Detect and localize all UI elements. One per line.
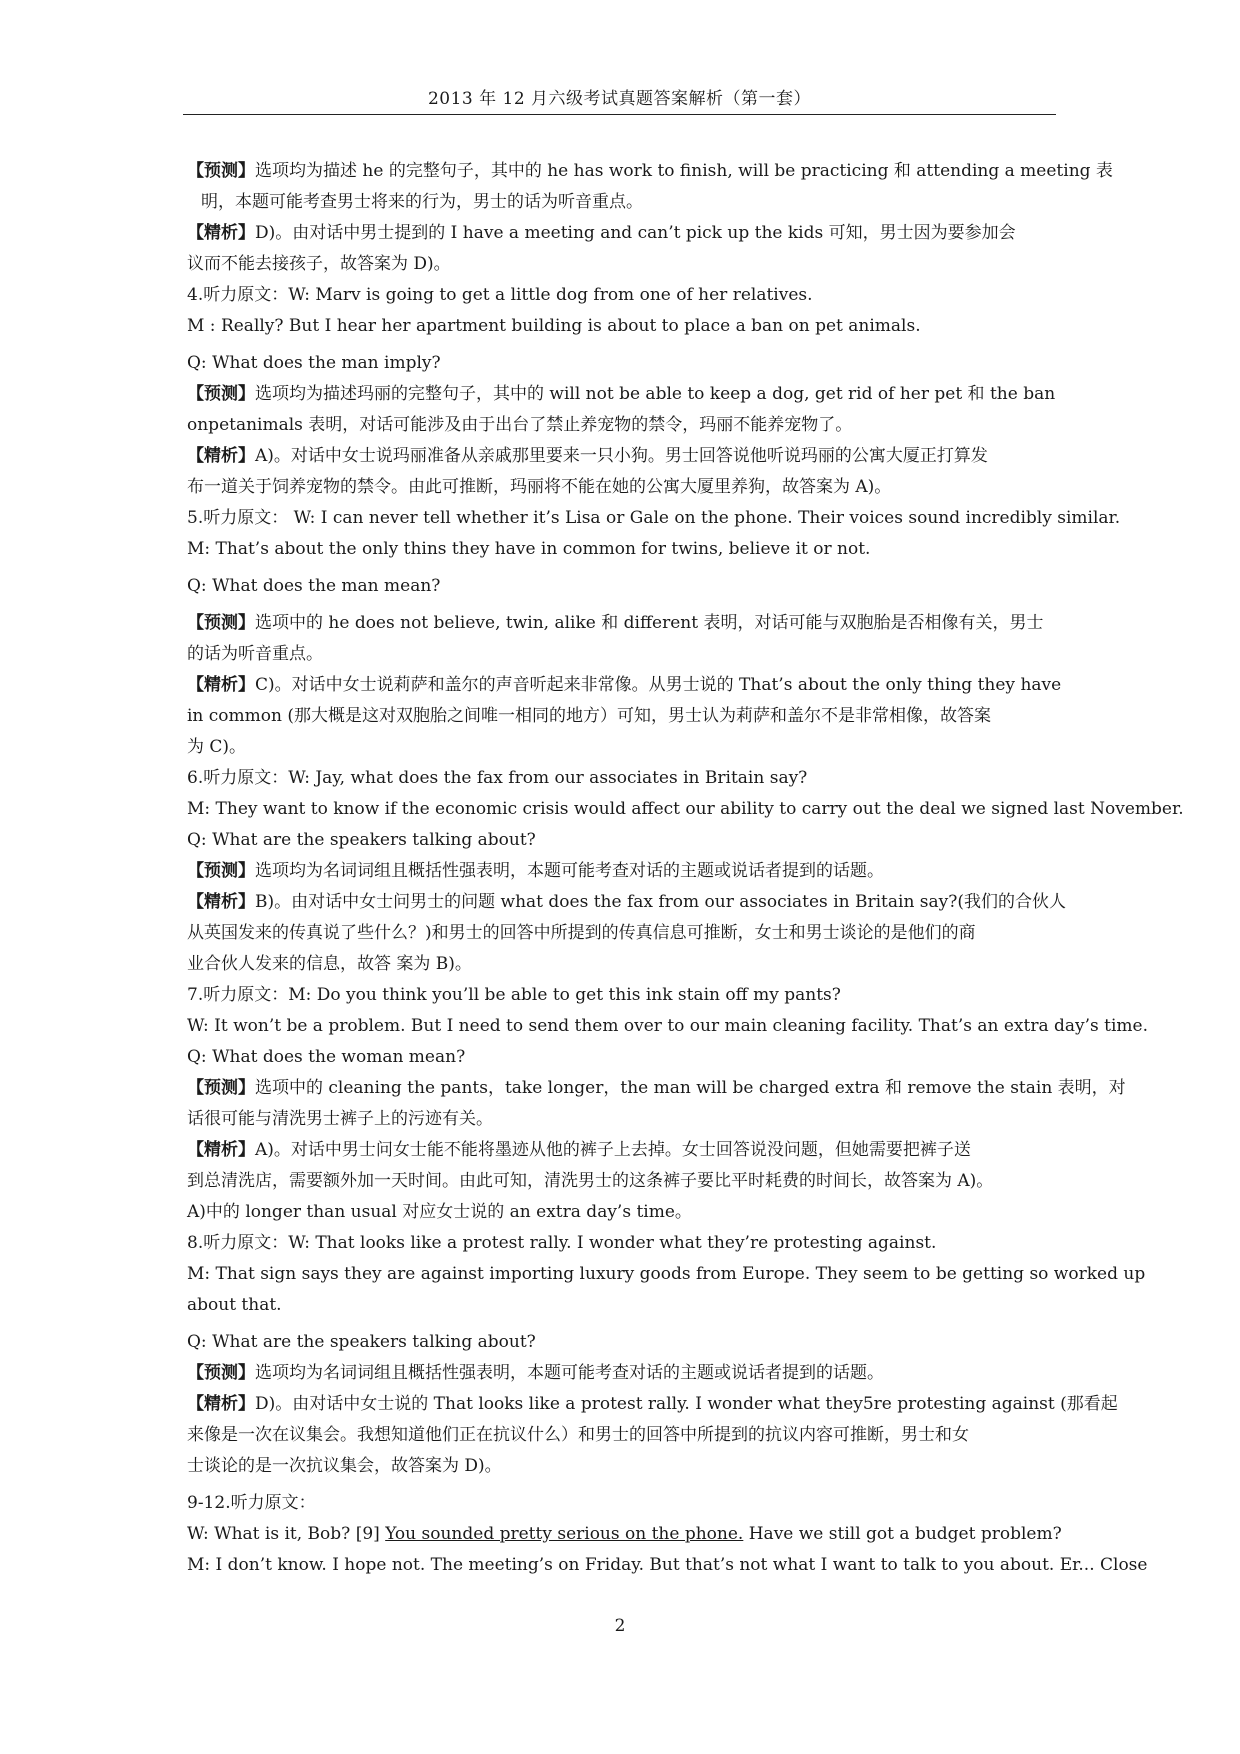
- text-line: 8.听力原文：W: That looks like a protest rally. I wonder what they’re protesting against.: [187, 1233, 937, 1253]
- section-marker: 【预测】: [187, 861, 255, 881]
- text-segment: 选项均为描述玛丽的完整句子，其中的 will not be able to keep a dog, get rid of her pet 和 the ban: [255, 384, 1056, 404]
- text-segment: 选项均为名词词组且概括性强表明，本题可能考查对话的主题或说话者提到的话题。: [255, 1363, 884, 1383]
- section-marker: 【精析】: [187, 1140, 255, 1160]
- document-body: [187, 156, 1184, 1581]
- text-line: 9-12.听力原文：: [187, 1493, 316, 1513]
- text-line: 明，本题可能考查男士将来的行为，男士的话为听音重点。: [201, 192, 643, 212]
- text-line: 为 C)。: [187, 737, 247, 757]
- text-line: 来像是一次在议集会。我想知道他们正在抗议什么）和男士的回答中所提到的抗议内容可推断，男士和女: [187, 1425, 969, 1445]
- text-line: [187, 156, 1113, 187]
- section-marker: 【精析】: [187, 446, 255, 466]
- text-line: [187, 1519, 1087, 1550]
- text-line: 5.听力原文： W: I can never tell whether it’s Lisa or Gale on the phone. Their voices sound incredibly similar.: [187, 508, 1121, 528]
- text-line: M: That sign says they are against importing luxury goods from Europe. They seem to be getting so worked up: [187, 1264, 1146, 1284]
- text-line: [187, 1073, 1126, 1104]
- text-line: Q: What does the man imply?: [187, 353, 441, 373]
- text-line: [187, 218, 1087, 249]
- text-line: Q: What are the speakers talking about?: [187, 830, 536, 850]
- text-line: 6.听力原文：W: Jay, what does the fax from our associates in Britain say?: [187, 768, 808, 788]
- text-line: 到总清洗店，需要额外加一天时间。由此可知，清洗男士的这条裤子要比平时耗费的时间长，故答案为 A)。: [187, 1171, 994, 1191]
- text-line: [187, 1135, 1087, 1166]
- section-marker: 【精析】: [187, 892, 255, 912]
- text-line: Q: What are the speakers talking about?: [187, 1332, 536, 1352]
- section-marker: 【预测】: [187, 384, 255, 404]
- header-divider: [183, 114, 1056, 115]
- text-segment: 选项中的 cleaning the pants，take longer，the man will be charged extra 和 remove the stain 表明，对: [255, 1078, 1126, 1098]
- section-marker: 【精析】: [187, 1394, 255, 1414]
- underlined-answer-cue: You sounded pretty serious on the phone.: [385, 1524, 744, 1544]
- section-marker: 【精析】: [187, 223, 255, 243]
- text-line: 士谈论的是一次抗议集会，故答案为 D)。: [187, 1456, 502, 1476]
- text-line: A)中的 longer than usual 对应女士说的 an extra day’s time。: [187, 1202, 692, 1222]
- text-line: onpetanimals 表明，对话可能涉及由于出台了禁止养宠物的禁令，玛丽不能养宠物了。: [187, 415, 853, 435]
- text-line: 从英国发来的传真说了些什么？)和男士的回答中所提到的传真信息可推断，女士和男士谈论的是他们的商: [187, 923, 976, 943]
- text-line: M: That’s about the only thins they have in common for twins, believe it or not.: [187, 539, 871, 559]
- section-marker: 【精析】: [187, 675, 255, 695]
- text-segment: 选项均为名词词组且概括性强表明，本题可能考查对话的主题或说话者提到的话题。: [255, 861, 884, 881]
- text-line: 布一道关于饲养宠物的禁令。由此可推断，玛丽将不能在她的公寓大厦里养狗，故答案为 A)。: [187, 477, 892, 497]
- section-marker: 【预测】: [187, 161, 255, 181]
- text-line: 7.听力原文：M: Do you think you’ll be able to get this ink stain off my pants?: [187, 985, 841, 1005]
- page-number: 2: [614, 1616, 626, 1636]
- text-line: M: I don’t know. I hope not. The meeting’s on Friday. But that’s not what I want to talk to you about. Er... Close: [187, 1555, 1148, 1575]
- text-line: [187, 379, 1087, 410]
- text-line: [187, 887, 1087, 918]
- text-line: M: They want to know if the economic crisis would affect our ability to carry out the deal we signed last November.: [187, 799, 1184, 819]
- text-segment: W: What is it, Bob? [9]: [187, 1524, 386, 1544]
- text-line: Q: What does the man mean?: [187, 576, 441, 596]
- text-segment: 选项均为描述 he 的完整句子，其中的 he has work to finish, will be practicing 和 attending a meeting 表: [255, 161, 1113, 181]
- text-segment: D)。由对话中男士提到的 I have a meeting and can’t pick up the kids 可知，男士因为要参加会: [255, 223, 1016, 243]
- text-line: [187, 441, 1087, 472]
- text-line: 业合伙人发来的信息，故答 案为 B)。: [187, 954, 472, 974]
- text-line: about that.: [187, 1295, 282, 1315]
- text-line: [187, 856, 1087, 887]
- text-segment: 选项中的 he does not believe, twin, alike 和 different 表明，对话可能与双胞胎是否相像有关，男士: [255, 613, 1044, 633]
- text-line: Q: What does the woman mean?: [187, 1047, 466, 1067]
- text-line: 的话为听音重点。: [187, 644, 323, 664]
- text-segment: A)。对话中男士问女士能不能将墨迹从他的裤子上去掉。女士回答说没问题，但她需要把裤子送: [255, 1140, 971, 1160]
- text-segment: Have we still got a budget problem?: [743, 1524, 1062, 1544]
- text-line: [187, 670, 1087, 701]
- text-line: [187, 1389, 1118, 1420]
- section-marker: 【预测】: [187, 1363, 255, 1383]
- text-line: in common (那大概是这对双胞胎之间唯一相同的地方）可知，男士认为莉萨和盖尔不是非常相像，故答案: [187, 706, 992, 726]
- text-line: [187, 608, 1087, 639]
- section-marker: 【预测】: [187, 613, 255, 633]
- text-line: 话很可能与清洗男士裤子上的污迹有关。: [187, 1109, 493, 1129]
- text-line: 议而不能去接孩子，故答案为 D)。: [187, 254, 451, 274]
- text-segment: D)。由对话中女士说的 That looks like a protest rally. I wonder what they5re protesting against (那看起: [255, 1394, 1118, 1414]
- text-line: 4.听力原文：W: Marv is going to get a little dog from one of her relatives.: [187, 285, 813, 305]
- page-title: 2013 年 12 月六级考试真题答案解析（第一套）: [427, 89, 812, 109]
- text-line: M : Really? But I hear her apartment building is about to place a ban on pet animals.: [187, 316, 921, 336]
- text-line: [187, 1358, 1087, 1389]
- section-marker: 【预测】: [187, 1078, 255, 1098]
- page-header: [183, 84, 1056, 109]
- text-line: W: It won’t be a problem. But I need to send them over to our main cleaning facility. That’s an extra day’s time.: [187, 1016, 1148, 1036]
- text-segment: C)。对话中女士说莉萨和盖尔的声音听起来非常像。从男士说的 That’s about the only thing they have: [255, 675, 1062, 695]
- text-segment: B)。由对话中女士问男士的问题 what does the fax from our associates in Britain say?(我们的合伙人: [255, 892, 1067, 912]
- text-segment: A)。对话中女士说玛丽准备从亲戚那里要来一只小狗。男士回答说他听说玛丽的公寓大厦正打算发: [255, 446, 988, 466]
